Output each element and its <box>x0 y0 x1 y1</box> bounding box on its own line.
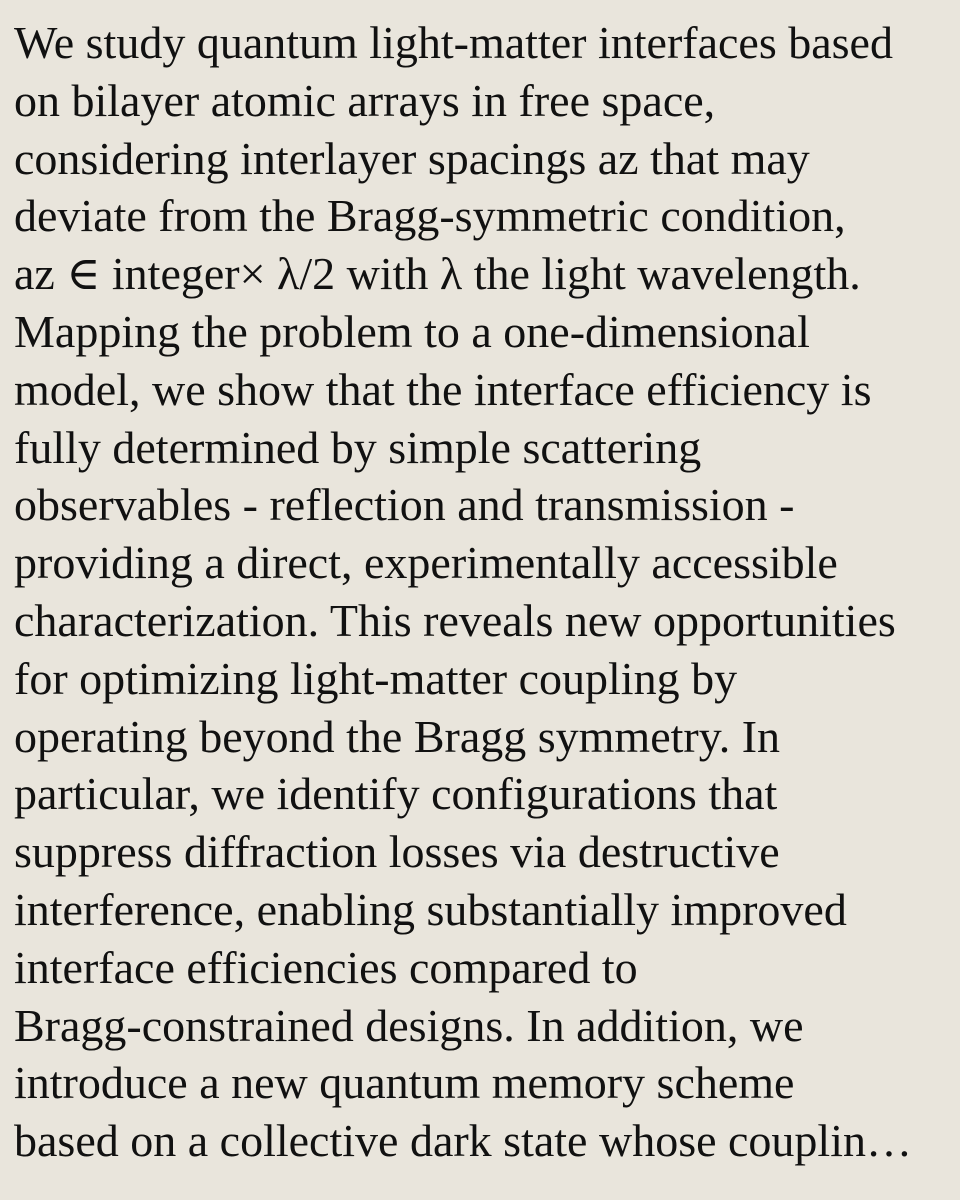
text-line: providing a direct, experimentally accessible <box>14 537 838 589</box>
text-line: fully determined by simple scattering <box>14 421 702 473</box>
text-line: interface efficiencies compared to <box>14 941 638 993</box>
text-line: characterization. This reveals new opportunities <box>14 594 896 646</box>
text-line: model, we show that the interface efficiency is <box>14 363 872 415</box>
text-line: observables - reflection and transmission - <box>14 479 795 531</box>
text-line: operating beyond the Bragg symmetry. In <box>14 710 781 762</box>
text-line: on bilayer atomic arrays in free space, <box>14 74 716 126</box>
text-line: introduce a new quantum memory scheme <box>14 1057 795 1109</box>
text-line: suppress diffraction losses via destructive <box>14 826 780 878</box>
text-line: particular, we identify configurations that <box>14 768 778 820</box>
text-line: We study quantum light-matter interfaces based <box>14 17 893 68</box>
text-line: for optimizing light-matter coupling by <box>14 652 738 704</box>
text-line: Bragg-constrained designs. In addition, we <box>14 999 804 1051</box>
abstract-text <box>14 14 954 1170</box>
text-line: az ∈ integer× λ/2 with λ the light wavelength. <box>14 248 861 300</box>
text-line: deviate from the Bragg-symmetric condition, <box>14 190 846 242</box>
text-line: interference, enabling substantially improved <box>14 883 847 935</box>
text-line: based on a collective dark state whose couplin… <box>14 1115 912 1167</box>
text-line: Mapping the problem to a one-dimensional <box>14 305 810 357</box>
text-line: considering interlayer spacings az that may <box>14 132 810 184</box>
